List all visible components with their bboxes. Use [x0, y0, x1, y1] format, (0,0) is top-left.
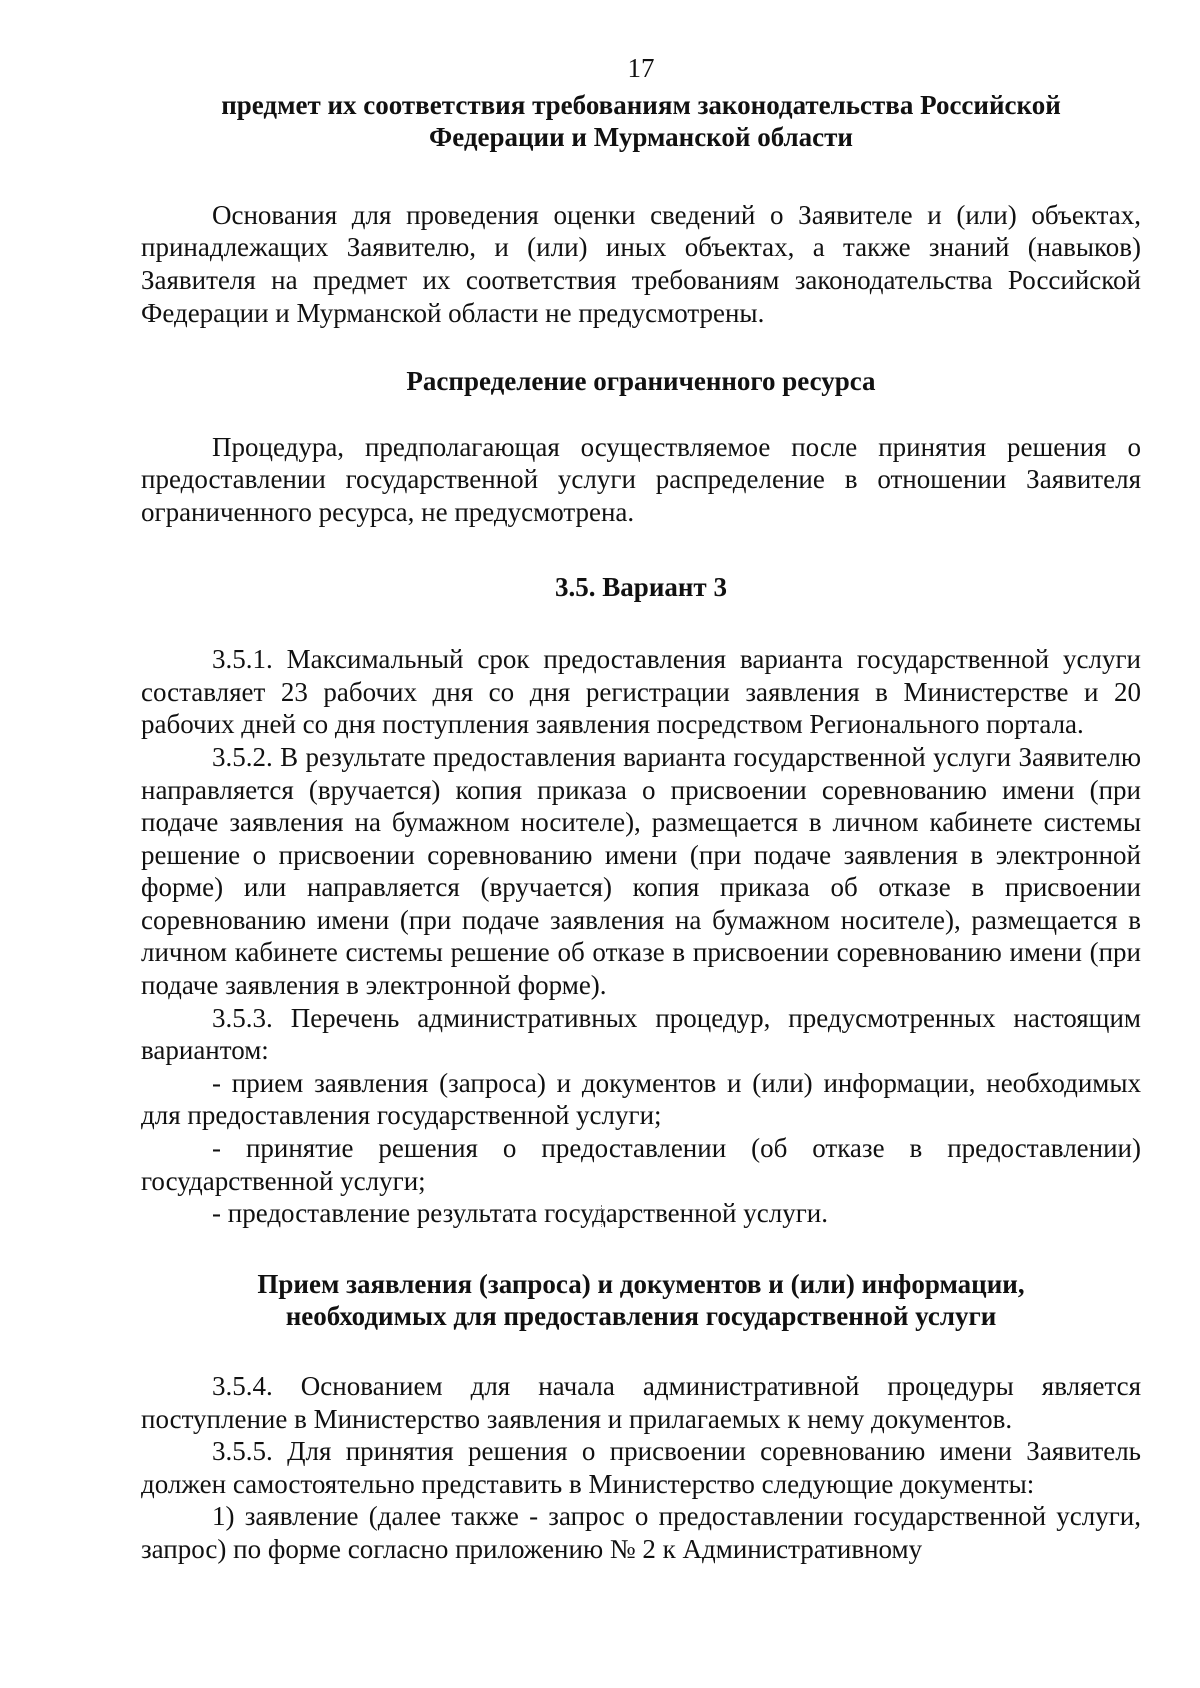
- paragraph-3-5-4: 3.5.4. Основанием для начала административной процедуры является поступление в Министерство заявления и прилагаемых к нему документов.: [141, 1371, 1141, 1434]
- heading-resource-distribution: Распределение ограниченного ресурса: [406, 366, 876, 397]
- heading-reception-line-1: Прием заявления (запроса) и документов и (или) информации,: [257, 1268, 1025, 1299]
- paragraph-3-5-2: 3.5.2. В результате предоставления варианта государственной услуги Заявителю направляется (вручается) копия приказа о присвоении соревнованию имени (при подаче заявления на бумажном носителе), размещается в личном кабинете системы решение о присвоении соревнованию имени (при подаче заявления в электронной форме) или направляется (вручается) копия приказа об отказе в присвоении соревнованию имени (при подаче заявления на бумажном носителе), размещается в личном кабинете системы решение об отказе в присвоении соревнованию имени (при подаче заявления в электронной форме).: [141, 741, 1141, 1001]
- heading-reception-line-2: необходимых для предоставления государственной услуги: [285, 1301, 997, 1332]
- paragraph-3-5-1: 3.5.1. Максимальный срок предоставления варианта государственной услуги составляет 23 рабочих дня со дня регистрации заявления в Министерстве и 20 рабочих дней со дня поступления заявления посредством Регионального портала.: [141, 644, 1141, 740]
- heading-reception: [141, 1268, 1141, 1333]
- list-item-reception: - прием заявления (запроса) и документов и (или) информации, необходимых для предоставления государственной услуги;: [141, 1067, 1141, 1131]
- paragraph-3-5-3: 3.5.3. Перечень административных процедур, предусмотренных настоящим вариантом:: [141, 1002, 1141, 1066]
- paragraph-resource-distribution: Процедура, предполагающая осуществляемое после принятия решения о предоставлении государственной услуги распределение в отношении Заявителя ограниченного ресурса, не предусмотрена.: [141, 431, 1141, 527]
- paragraph-item-1: 1) заявление (далее также - запрос о предоставлении государственной услуги, запрос) по форме согласно приложению № 2 к Административному: [141, 1501, 1141, 1564]
- scan-artifact-mark: [601, 1205, 604, 1227]
- list-item-result: - предоставление результата государственной услуги.: [212, 1198, 828, 1229]
- top-heading: [141, 89, 1141, 154]
- page-number: 17: [627, 53, 655, 83]
- top-heading-line-2: Федерации и Мурманской области: [429, 122, 853, 153]
- document-page: [141, 52, 1141, 1566]
- list-item-decision: - принятие решения о предоставлении (об отказе в предоставлении) государственной услуги;: [141, 1133, 1141, 1196]
- paragraph-assessment-basis: Основания для проведения оценки сведений о Заявителе и (или) объектах, принадлежащих Заявителю, и (или) иных объектах, а также знаний (навыков) Заявителя на предмет их соответствия требованиям законодательства Российской Федерации и Мурманской области не предусмотрены.: [141, 199, 1141, 328]
- paragraph-3-5-5: 3.5.5. Для принятия решения о присвоении соревнованию имени Заявитель должен самостоятельно представить в Министерство следующие документы:: [141, 1436, 1141, 1499]
- heading-variant-3: 3.5. Вариант 3: [555, 571, 727, 602]
- top-heading-line-1: предмет их соответствия требованиям законодательства Российской: [221, 89, 1061, 120]
